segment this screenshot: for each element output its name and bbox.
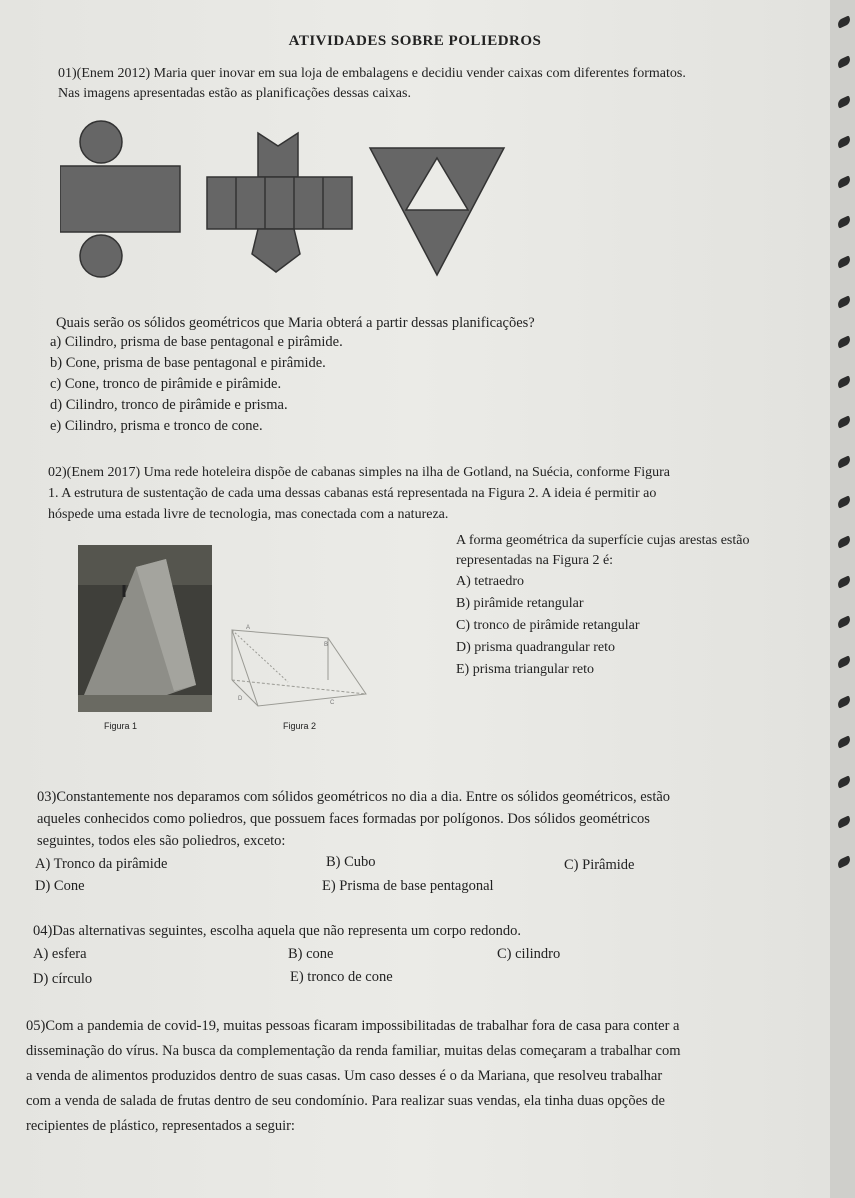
q2-option-a: A) tetraedro xyxy=(456,574,525,589)
q1-nets-figure xyxy=(60,118,520,283)
binding-ring xyxy=(836,415,852,428)
q3-line-3: seguintes, todos eles são poliedros, exceto: xyxy=(37,833,286,849)
q1-line-2: Nas imagens apresentadas estão as planificações dessas caixas. xyxy=(58,86,411,101)
vertex-label-c: C xyxy=(330,700,335,706)
cylinder-net xyxy=(60,121,180,277)
binding-ring xyxy=(836,855,852,868)
q1-question: Quais serão os sólidos geométricos que Maria obterá a partir dessas planificações? xyxy=(56,315,535,331)
q2-line-2: 1. A estrutura de sustentação de cada uma dessas cabanas está representada na Figura 2. A ideia é permitir ao xyxy=(48,486,657,501)
q5-line-2: disseminação do vírus. Na busca da complementação da renda familiar, muitas delas começaram a trabalhar com xyxy=(26,1043,681,1059)
binding-ring xyxy=(836,175,852,188)
q1-line-1: 01)(Enem 2012) Maria quer inovar em sua loja de embalagens e decidiu vender caixas com diferentes formatos. xyxy=(58,66,686,81)
q5-line-1: 05)Com a pandemia de covid-19, muitas pessoas ficaram impossibilitadas de trabalhar fora de casa para conter a xyxy=(26,1018,680,1034)
binding-ring xyxy=(836,695,852,708)
binding-ring xyxy=(836,735,852,748)
q4-option-b: B) cone xyxy=(288,946,334,962)
q3-option-d: D) Cone xyxy=(35,878,85,894)
binding-ring xyxy=(836,535,852,548)
binding-ring xyxy=(836,95,852,108)
binding-ring xyxy=(836,135,852,148)
q3-line-1: 03)Constantemente nos deparamos com sólidos geométricos no dia a dia. Entre os sólidos geométricos, estão xyxy=(37,789,671,805)
pyramid-net xyxy=(370,148,504,275)
page-title: ATIVIDADES SOBRE POLIEDROS xyxy=(288,33,542,49)
binding-ring xyxy=(836,295,852,308)
spiral-binding xyxy=(830,0,855,1198)
binding-ring xyxy=(836,335,852,348)
q3-option-c: C) Pirâmide xyxy=(564,857,635,873)
q5-line-5: recipientes de plástico, representados a seguir: xyxy=(26,1118,295,1134)
q5-line-3: a venda de alimentos produzidos dentro de suas casas. Um caso desses é o da Mariana, que resolveu trabalhar xyxy=(26,1068,663,1084)
q2-option-c: C) tronco de pirâmide retangular xyxy=(456,618,640,633)
figure-2-caption: Figura 2 xyxy=(283,721,317,731)
q1-option-a: a) Cilindro, prisma de base pentagonal e pirâmide. xyxy=(50,334,343,350)
q5-line-4: com a venda de salada de frutas dentro de seu condomínio. Para realizar suas vendas, ela tinha duas opções de xyxy=(26,1093,665,1109)
pentagonal-prism-net xyxy=(207,133,352,272)
cabin-photo xyxy=(78,545,212,712)
q2-prompt-2: representadas na Figura 2 é: xyxy=(456,553,614,568)
binding-ring xyxy=(836,255,852,268)
binding-ring xyxy=(836,815,852,828)
binding-ring xyxy=(836,215,852,228)
q4-option-a: A) esfera xyxy=(33,946,87,962)
q1-option-b: b) Cone, prisma de base pentagonal e pirâmide. xyxy=(50,355,326,371)
q2-prompt-1: A forma geométrica da superfície cujas arestas estão xyxy=(456,533,750,548)
q4-option-e: E) tronco de cone xyxy=(290,969,393,985)
q4-option-c: C) cilindro xyxy=(497,946,561,962)
structure-diagram xyxy=(228,620,378,710)
q2-line-3: hóspede uma estada livre de tecnologia, mas conectada com a natureza. xyxy=(48,507,449,522)
q3-line-2: aqueles conhecidos como poliedros, que possuem faces formadas por polígonos. Dos sólidos geométricos xyxy=(37,811,650,827)
q1-option-d: d) Cilindro, tronco de pirâmide e prisma. xyxy=(50,397,288,413)
q2-line-1: 02)(Enem 2017) Uma rede hoteleira dispõe de cabanas simples na ilha de Gotland, na Suécia, conforme Figura xyxy=(48,465,671,480)
vertex-label-b: B xyxy=(324,642,329,648)
vertex-label-a: A xyxy=(246,625,251,631)
binding-ring xyxy=(836,615,852,628)
figure-1-caption: Figura 1 xyxy=(104,721,138,731)
q3-option-a: A) Tronco da pirâmide xyxy=(35,856,168,872)
q4-line-1: 04)Das alternativas seguintes, escolha aquela que não representa um corpo redondo. xyxy=(33,923,521,939)
vertex-label-d: D xyxy=(238,696,243,702)
q1-option-c: c) Cone, tronco de pirâmide e pirâmide. xyxy=(50,376,282,392)
binding-ring xyxy=(836,455,852,468)
q4-option-d: D) círculo xyxy=(33,971,93,987)
q3-option-e: E) Prisma de base pentagonal xyxy=(322,878,494,894)
binding-ring xyxy=(836,495,852,508)
binding-ring xyxy=(836,15,852,28)
binding-ring xyxy=(836,655,852,668)
binding-ring xyxy=(836,775,852,788)
q1-option-e: e) Cilindro, prisma e tronco de cone. xyxy=(50,418,263,434)
q2-option-e: E) prisma triangular reto xyxy=(456,662,595,677)
binding-ring xyxy=(836,575,852,588)
binding-ring xyxy=(836,375,852,388)
q2-option-b: B) pirâmide retangular xyxy=(456,596,584,611)
q2-option-d: D) prisma quadrangular reto xyxy=(456,640,615,655)
q3-option-b: B) Cubo xyxy=(326,854,376,870)
binding-ring xyxy=(836,55,852,68)
